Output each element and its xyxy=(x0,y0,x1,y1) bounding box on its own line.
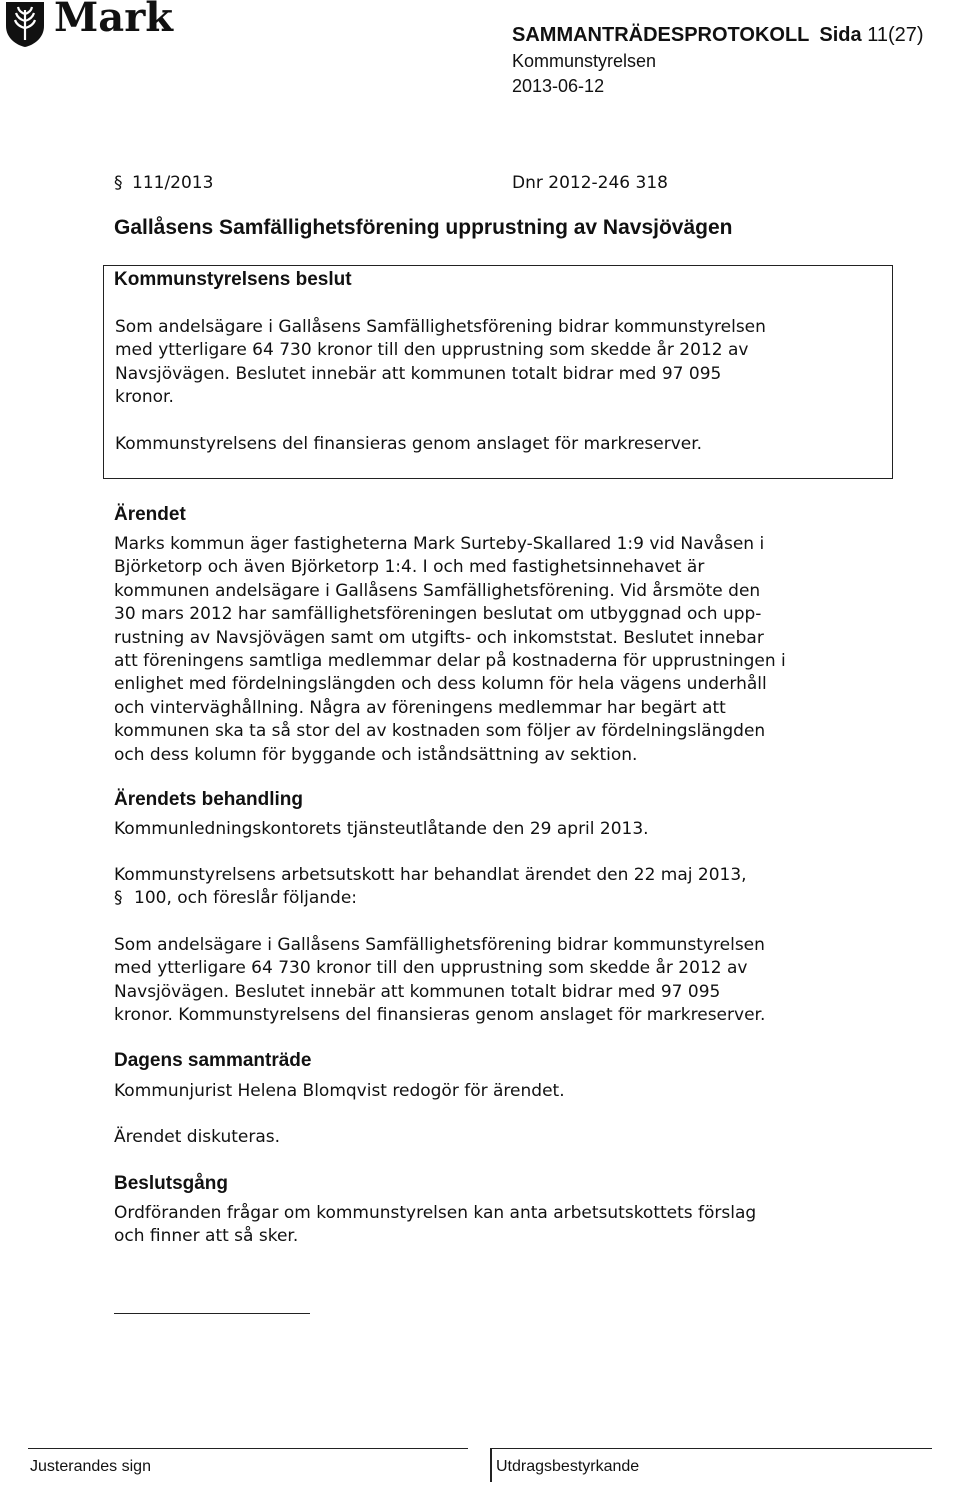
dagens-p1: Kommunjurist Helena Blomqvist redogör för ärendet. xyxy=(114,1081,565,1101)
arendet-line: kommunen andelsägare i Gallåsens Samfällighetsförening. Vid årsmöte den xyxy=(114,580,761,601)
decision-line: Som andelsägare i Gallåsens Samfällighetsförening bidrar kommunstyrelsen xyxy=(115,317,766,337)
arendet-line: enlighet med fördelningslängden och dess kolumn för hela vägens underhåll xyxy=(114,674,767,695)
paragraph-sign: § xyxy=(114,888,123,908)
decision-line: kronor. xyxy=(115,387,174,408)
behandling-heading: Ärendets behandling xyxy=(114,789,303,810)
arendet-line: och dess kolumn för byggande och iståndsättning av sektion. xyxy=(114,744,638,765)
decision-financing: Kommunstyrelsens del finansieras genom anslaget för markreserver. xyxy=(115,433,703,454)
footer-utdragsbestyrkande: Utdragsbestyrkande xyxy=(496,1458,640,1475)
behandling-p2-line1: Kommunstyrelsens arbetsutskott har behandlat ärendet den 22 maj 2013, xyxy=(114,865,747,885)
case-dnr: Dnr 2012-246 318 xyxy=(512,173,668,193)
behandling-p3 xyxy=(114,934,904,1028)
document-header xyxy=(512,24,924,47)
arendet-line: kommunen ska ta så stor del av kostnaden som följer av fördelningslängden xyxy=(114,721,766,742)
case-title: Gallåsens Samfällighetsförening upprustning av Navsjövägen xyxy=(114,216,733,239)
beslutsgang-text xyxy=(114,1202,904,1249)
footer-line-right xyxy=(490,1448,932,1449)
footer xyxy=(0,1448,960,1489)
beslutsgang-line: och finner att så sker. xyxy=(114,1226,299,1247)
signature-line xyxy=(114,1313,310,1314)
logo-wordmark: Mark xyxy=(54,0,173,41)
behandling-line: kronor. Kommunstyrelsens del finansieras genom anslaget för markreserver. xyxy=(114,1005,766,1026)
page-number: 11(27) xyxy=(867,24,924,46)
arendet-line: rustning av Navsjövägen samt om utgifts- och inkomststat. Beslutet innebar xyxy=(114,627,764,648)
decision-heading: Kommunstyrelsens beslut xyxy=(114,269,352,290)
coat-of-arms-icon xyxy=(4,0,46,48)
footer-justerandes-sign: Justerandes sign xyxy=(30,1458,151,1475)
decision-line: Navsjövägen. Beslutet innebär att kommunen totalt bidrar med 97 095 xyxy=(115,363,722,384)
meeting-date: 2013-06-12 xyxy=(512,76,605,96)
behandling-p1: Kommunledningskontorets tjänsteutlåtande den 29 april 2013. xyxy=(114,819,649,839)
arendet-line: 30 mars 2012 har samfällighetsföreningen beslutat om utbyggnad och upp- xyxy=(114,604,762,625)
arendet-line: Marks kommun äger fastigheterna Mark Surteby-Skallared 1:9 vid Navåsen i xyxy=(114,534,765,554)
municipality-logo xyxy=(4,0,204,50)
footer-line-left xyxy=(28,1448,468,1449)
behandling-line: Som andelsägare i Gallåsens Samfällighetsförening bidrar kommunstyrelsen xyxy=(114,935,765,955)
arendet-line: Björketorp och även Björketorp 1:4. I och med fastighetsinnehavet är xyxy=(114,557,705,578)
paragraph-sign: § xyxy=(114,173,123,193)
arendet-heading: Ärendet xyxy=(114,504,186,525)
decision-text xyxy=(115,316,882,456)
behandling-line: Navsjövägen. Beslutet innebär att kommunen totalt bidrar med 97 095 xyxy=(114,981,721,1002)
dagens-p2: Ärendet diskuteras. xyxy=(114,1127,281,1147)
behandling-p2-line2: 100, och föreslår följande: xyxy=(134,888,358,908)
behandling-line: med ytterligare 64 730 kronor till den upprustning som skedde år 2012 av xyxy=(114,958,748,979)
arendet-text xyxy=(114,533,904,767)
arendet-line: att föreningens samtliga medlemmar delar på kostnaderna för upprustningen i xyxy=(114,651,786,672)
beslutsgang-heading: Beslutsgång xyxy=(114,1173,229,1194)
committee-name: Kommunstyrelsen xyxy=(512,51,657,71)
beslutsgang-line: Ordföranden frågar om kommunstyrelsen kan anta arbetsutskottets förslag xyxy=(114,1203,757,1223)
footer-divider xyxy=(490,1448,492,1482)
decision-line: med ytterligare 64 730 kronor till den upprustning som skedde år 2012 av xyxy=(115,340,749,361)
decision-box xyxy=(103,265,893,479)
arendet-line: och vinterväghållning. Några av föreningens medlemmar har begärt att xyxy=(114,697,726,718)
page-label: Sida xyxy=(819,24,862,46)
dagens-heading: Dagens sammanträde xyxy=(114,1050,312,1071)
case-number: 111/2013 xyxy=(132,173,214,193)
document-type: SAMMANTRÄDESPROTOKOLL xyxy=(512,24,810,46)
